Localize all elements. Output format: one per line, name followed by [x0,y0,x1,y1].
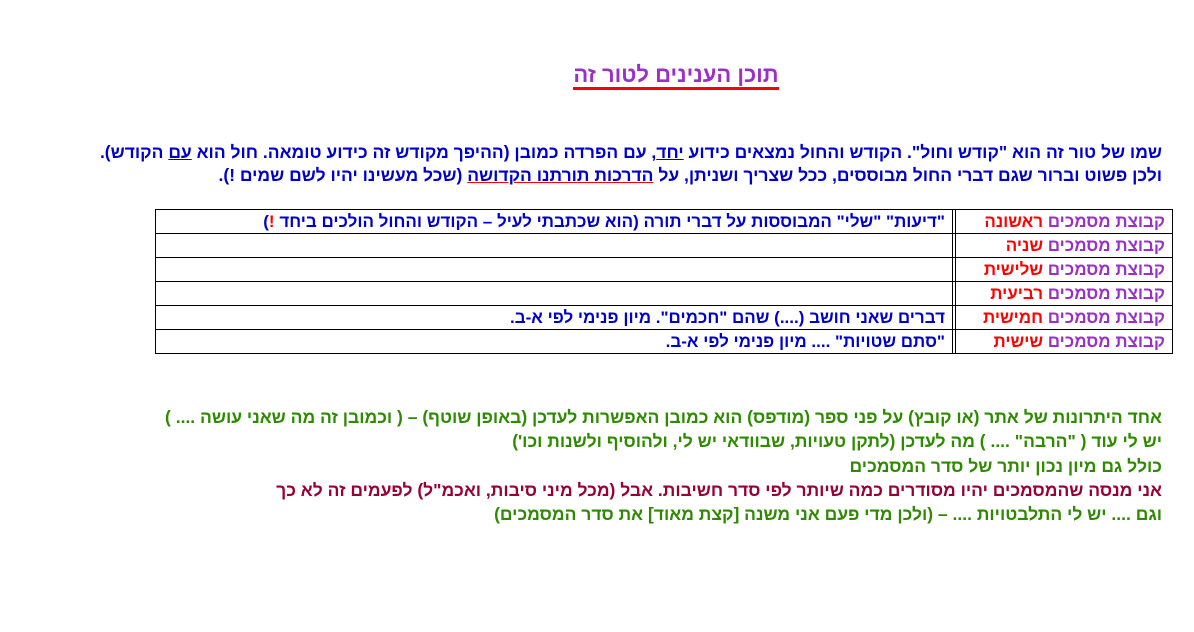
group-ordinal: ראשונה [984,211,1044,231]
notes-section [2,405,1162,526]
note-line: אחד היתרונות של אתר (או קובץ) על פני ספר (מודפס) הוא כמובן האפשרות לעדכן (באופן שוטף) – ( וכמובן זה מה שאני עושה .... ) [165,407,1162,427]
document-groups-table [155,209,1173,354]
group-name-link[interactable] [956,234,1173,258]
note-line: אני מנסה שהמסמכים יהיו מסודרים כמה שיותר לפי סדר חשיבות. אבל (מכל מיני סיבות, ואכמ"ל) לפעמים זה לא כך [276,479,1162,500]
group-ordinal: שניה [1005,235,1044,255]
group-name-link[interactable] [956,210,1173,234]
group-description [156,306,953,330]
group-ordinal: שישית [993,331,1044,351]
group-name-link[interactable] [956,330,1173,354]
group-spacer-cell [953,258,956,282]
note-line: וגם .... יש לי התלבטויות .... – (ולכן מדי פעם אני משנה [קצת מאוד] את סדר המסמכים) [494,504,1162,525]
group-row [156,258,1173,282]
group-description-text: דברים שאני חושב (....) שהם "חכמים". מיון פנימי לפי א-ב. [510,307,945,327]
intro-line-1-part-1: שמו של טור זה הוא "קודש וחול". הקודש והחול נמצאים כידוע [683,142,1162,162]
group-spacer-cell [953,330,956,354]
intro-line-2-underlined-torah: הדרכות תורתנו הקדושה [467,165,654,185]
group-description-mark: ! [268,211,275,231]
group-name-link[interactable] [956,306,1173,330]
group-prefix: קבוצת מסמכים [1047,283,1165,303]
group-description-text: "דיעות" "שלי" המבוססות על דברי תורה (הוא שכתבתי לעיל – הקודש והחול הולכים ביחד [274,211,945,231]
group-description [156,210,953,234]
group-spacer-cell [953,306,956,330]
intro-line-2-part-1: ולכן פשוט וברור שגם דברי החול מבוססים, ככל שצריך ושניתן, על [653,165,1162,185]
group-row [156,282,1173,306]
page-title-text: תוכן הענינים לטור זה [573,62,778,90]
note-line: כולל גם מיון נכון יותר של סדר המסמכים [849,455,1162,476]
group-ordinal: שלישית [983,259,1044,279]
group-name-link[interactable] [956,258,1173,282]
group-description-end: ) [263,211,269,231]
intro-paragraph [2,141,1162,187]
group-prefix: קבוצת מסמכים [1047,259,1165,279]
intro-line-1-part-2: , עם הפרדה כמובן (ההיפך מקודש זה כידוע טומאה. חול הוא [191,142,657,162]
group-row [156,330,1173,354]
group-prefix: קבוצת מסמכים [1047,307,1165,327]
group-prefix: קבוצת מסמכים [1047,331,1165,351]
intro-line-2-part-2: (שכל מעשינו יהיו לשם שמים !). [218,165,468,185]
group-description [156,258,953,282]
note-line: יש לי עוד ( "הרבה" .... ) מה לעדכן (לתקן טעויות, שבוודאי יש לי, ולהוסיף ולשנות וכו') [512,431,1162,452]
intro-line-1-part-3: הקודש). [99,142,169,162]
group-prefix: קבוצת מסמכים [1047,211,1165,231]
group-description [156,330,953,354]
intro-line-1 [2,141,1162,164]
group-description [156,234,953,258]
group-name-link[interactable] [956,282,1173,306]
group-description [156,282,953,306]
intro-line-1-underlined-together: יחד [656,142,684,162]
group-spacer-cell [953,282,956,306]
group-ordinal: חמישית [982,307,1044,327]
group-prefix: קבוצת מסמכים [1047,235,1165,255]
group-spacer-cell [953,210,956,234]
intro-line-1-underlined-with: עם [168,142,192,162]
group-description-text: "סתם שטויות" .... מיון פנימי לפי א-ב. [665,331,945,351]
page-title [520,62,832,88]
group-row [156,210,1173,234]
group-row [156,234,1173,258]
intro-line-2 [2,164,1162,187]
group-ordinal: רביעית [990,283,1044,303]
group-row [156,306,1173,330]
group-spacer-cell [953,234,956,258]
